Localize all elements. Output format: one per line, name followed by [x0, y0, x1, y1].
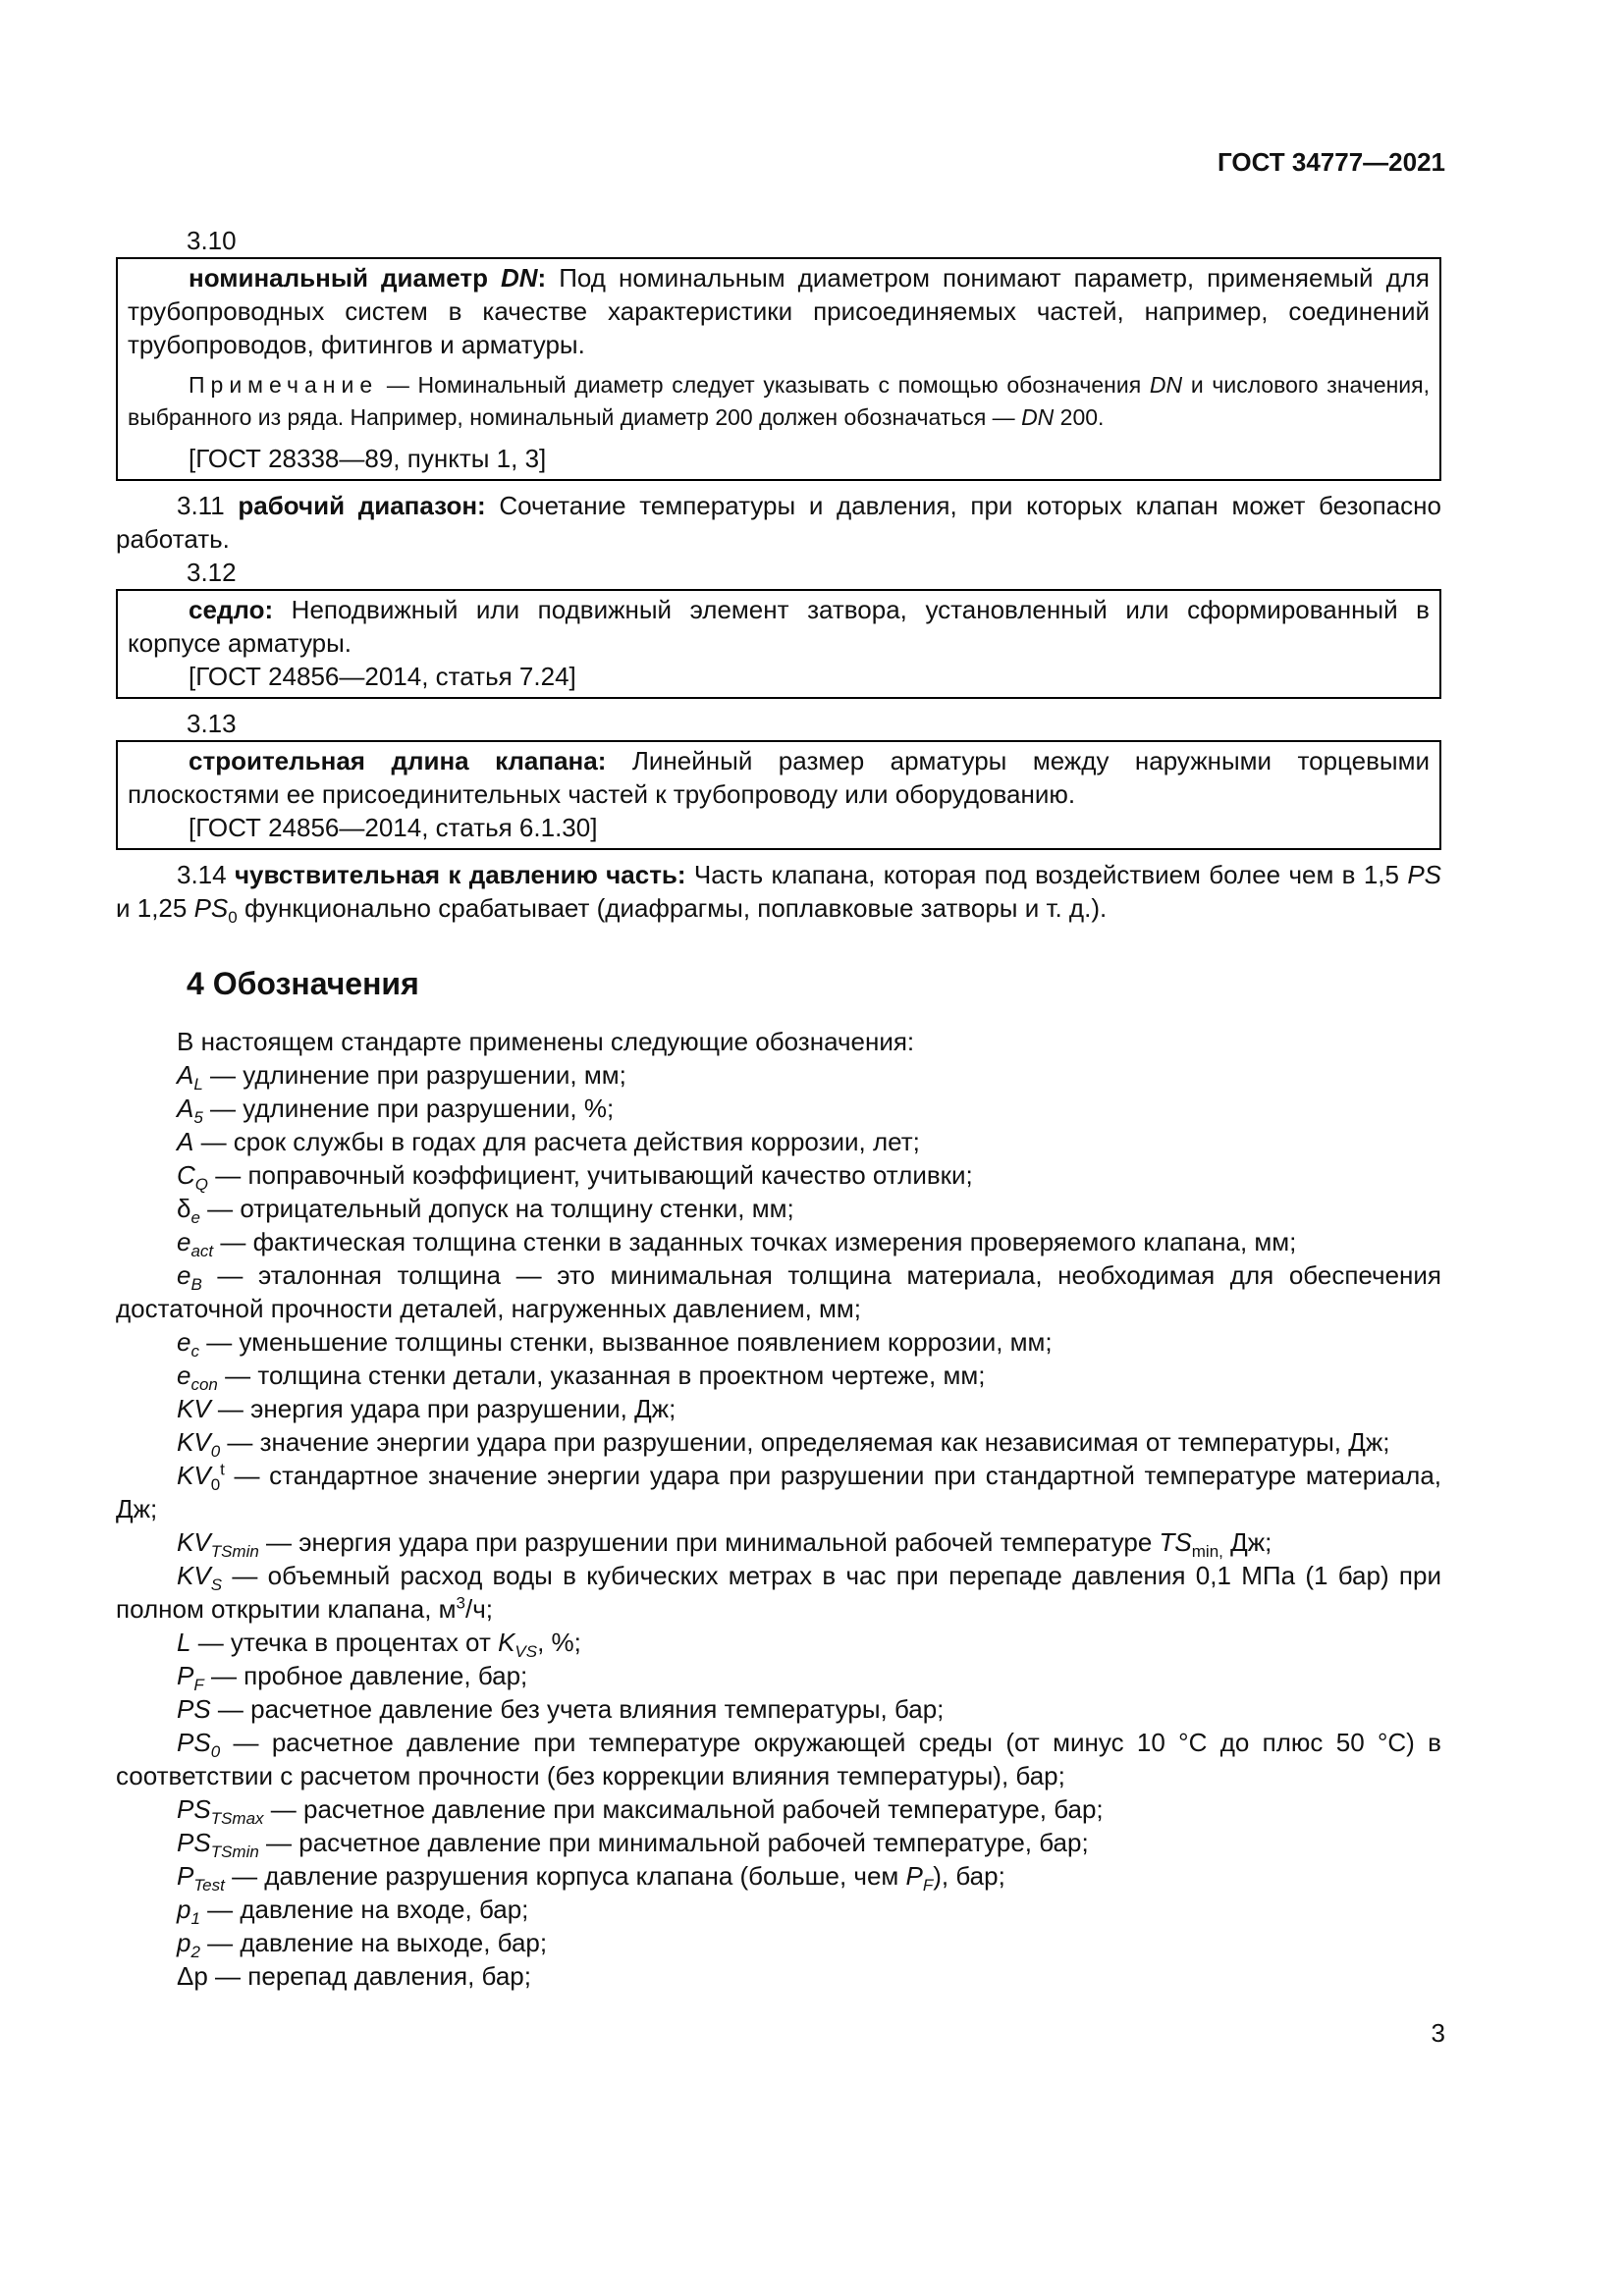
symbol-item: $p_1$ — давление на входе, бар;: [177, 1895, 529, 1929]
symbol-item: $KV_S$ — объемный расход воды в кубических метрах в час при перепаде давления 0,1 МПа (1 бар) при полном открытии клапана, $м^3/ч$;: [116, 1561, 1441, 1624]
term-definition: номинальный диаметр DN: Под номинальным диаметром понимают параметр, применяемый для трубопроводных систем в качестве характеристики присоединяемых частей, например, соединений трубопроводов, фитингов и арматуры.: [128, 263, 1430, 359]
symbol-item: $A_L$ — удлинение при разрушении, мм;: [177, 1060, 626, 1095]
section-heading: 4 Обозначения: [187, 966, 419, 1001]
source-reference: [ГОСТ 28338—89, пункты 1, 3]: [189, 444, 547, 473]
source-reference: [ГОСТ 24856—2014, статья 6.1.30]: [189, 813, 598, 842]
document-header: ГОСТ 34777—2021: [1218, 147, 1445, 177]
term-definition: седло: Неподвижный или подвижный элемент затвора, установленный или сформированный в корпусе арматуры.: [128, 595, 1430, 658]
symbol-item: PS — расчетное давление без учета влияния температуры, бар;: [177, 1694, 945, 1724]
symbol-item: KV — энергия удара при разрушении, Дж;: [177, 1394, 677, 1423]
term-box-3-12: [116, 589, 1441, 699]
symbol-item: $KV_0$ — значение энергии удара при разрушении, определяемая как независимая от температуры, Дж;: [177, 1427, 1390, 1462]
term-3-11: 3.11 рабочий диапазон: Сочетание температуры и давления, при которых клапан может безопасно работать.: [116, 491, 1441, 554]
symbol-item: $\delta_e$ — отрицательный допуск на толщину стенки, мм;: [177, 1194, 794, 1228]
symbol-item: $KV_0^t$ — стандартное значение энергии удара при разрушении при стандартной температуре материала, Дж;: [116, 1460, 1441, 1523]
symbol-item: $PS_0$ — расчетное давление при температуре окружающей среды (от минус 10 °С до плюс 50 °С) в соответствии с расчетом прочности (без коррекции влияния температуры), бар;: [116, 1728, 1441, 1790]
symbol-item: $A_5$ — удлинение при разрушении, %;: [177, 1094, 615, 1128]
symbol-item: $KV_{TSmin}$ — энергия удара при разрушении при минимальной рабочей температуре $TS_{min,}$ Дж;: [177, 1527, 1272, 1562]
symbol-item: $e_B$ — эталонная толщина — это минимальная толщина материала, необходимая для обеспечения достаточной прочности деталей, нагруженных давлением, мм;: [116, 1260, 1441, 1323]
symbol-item: L — утечка в процентах от $K_{VS}$, %;: [177, 1628, 581, 1662]
symbols-intro: В настоящем стандарте применены следующие обозначения:: [177, 1027, 915, 1056]
clause-number: 3.13: [187, 709, 237, 738]
term-note: Примечание — Номинальный диаметр следует указывать с помощью обозначения DN и числового значения, выбранного из ряда. Например, номинальный диаметр 200 должен обозначаться — DN 200.: [128, 372, 1430, 430]
symbol-item: Δp — перепад давления, бар;: [177, 1961, 531, 1991]
term-box-3-10: [116, 257, 1441, 481]
symbol-item: $P_{Test}$ — давление разрушения корпуса клапана (больше, чем $P_F$), бар;: [177, 1861, 1005, 1896]
symbol-item: $p_2$ — давление на выходе, бар;: [177, 1928, 548, 1962]
symbol-item: A — срок службы в годах для расчета действия коррозии, лет;: [177, 1127, 920, 1156]
page-content: [116, 224, 1441, 1993]
symbol-item: $e_{con}$ — толщина стенки детали, указанная в проектном чертеже, мм;: [177, 1361, 986, 1395]
symbols-list: [116, 1025, 1441, 1993]
symbol-item: $e_c$ — уменьшение толщины стенки, вызванное появлением коррозии, мм;: [177, 1327, 1053, 1362]
page-number: 3: [1431, 2018, 1445, 2048]
clause-number: 3.12: [187, 558, 237, 587]
symbol-item: $P_F$ — пробное давление, бар;: [177, 1661, 528, 1695]
source-reference: [ГОСТ 24856—2014, статья 7.24]: [189, 662, 576, 691]
symbol-item: $PS_{TSmax}$ — расчетное давление при максимальной рабочей температуре, бар;: [177, 1794, 1104, 1829]
term-3-14: 3.14 чувствительная к давлению часть: Часть клапана, которая под воздействием более чем в 1,5 PS и 1,25 $PS_0$ функционально срабатывает (диафрагмы, поплавковые затворы и т. д.).: [116, 860, 1442, 928]
symbol-item: $e_{act}$ — фактическая толщина стенки в заданных точках измерения проверяемого клапана, мм;: [177, 1227, 1297, 1261]
clause-number: 3.10: [187, 226, 237, 255]
term-definition: строительная длина клапана: Линейный размер арматуры между наружными торцевыми плоскостями ее присоединительных частей к трубопроводу или оборудованию.: [128, 746, 1430, 809]
symbol-item: $C_Q$ — поправочный коэффициент, учитывающий качество отливки;: [177, 1160, 973, 1195]
symbol-item: $PS_{TSmin}$ — расчетное давление при минимальной рабочей температуре, бар;: [177, 1828, 1089, 1862]
term-box-3-13: [116, 740, 1441, 850]
